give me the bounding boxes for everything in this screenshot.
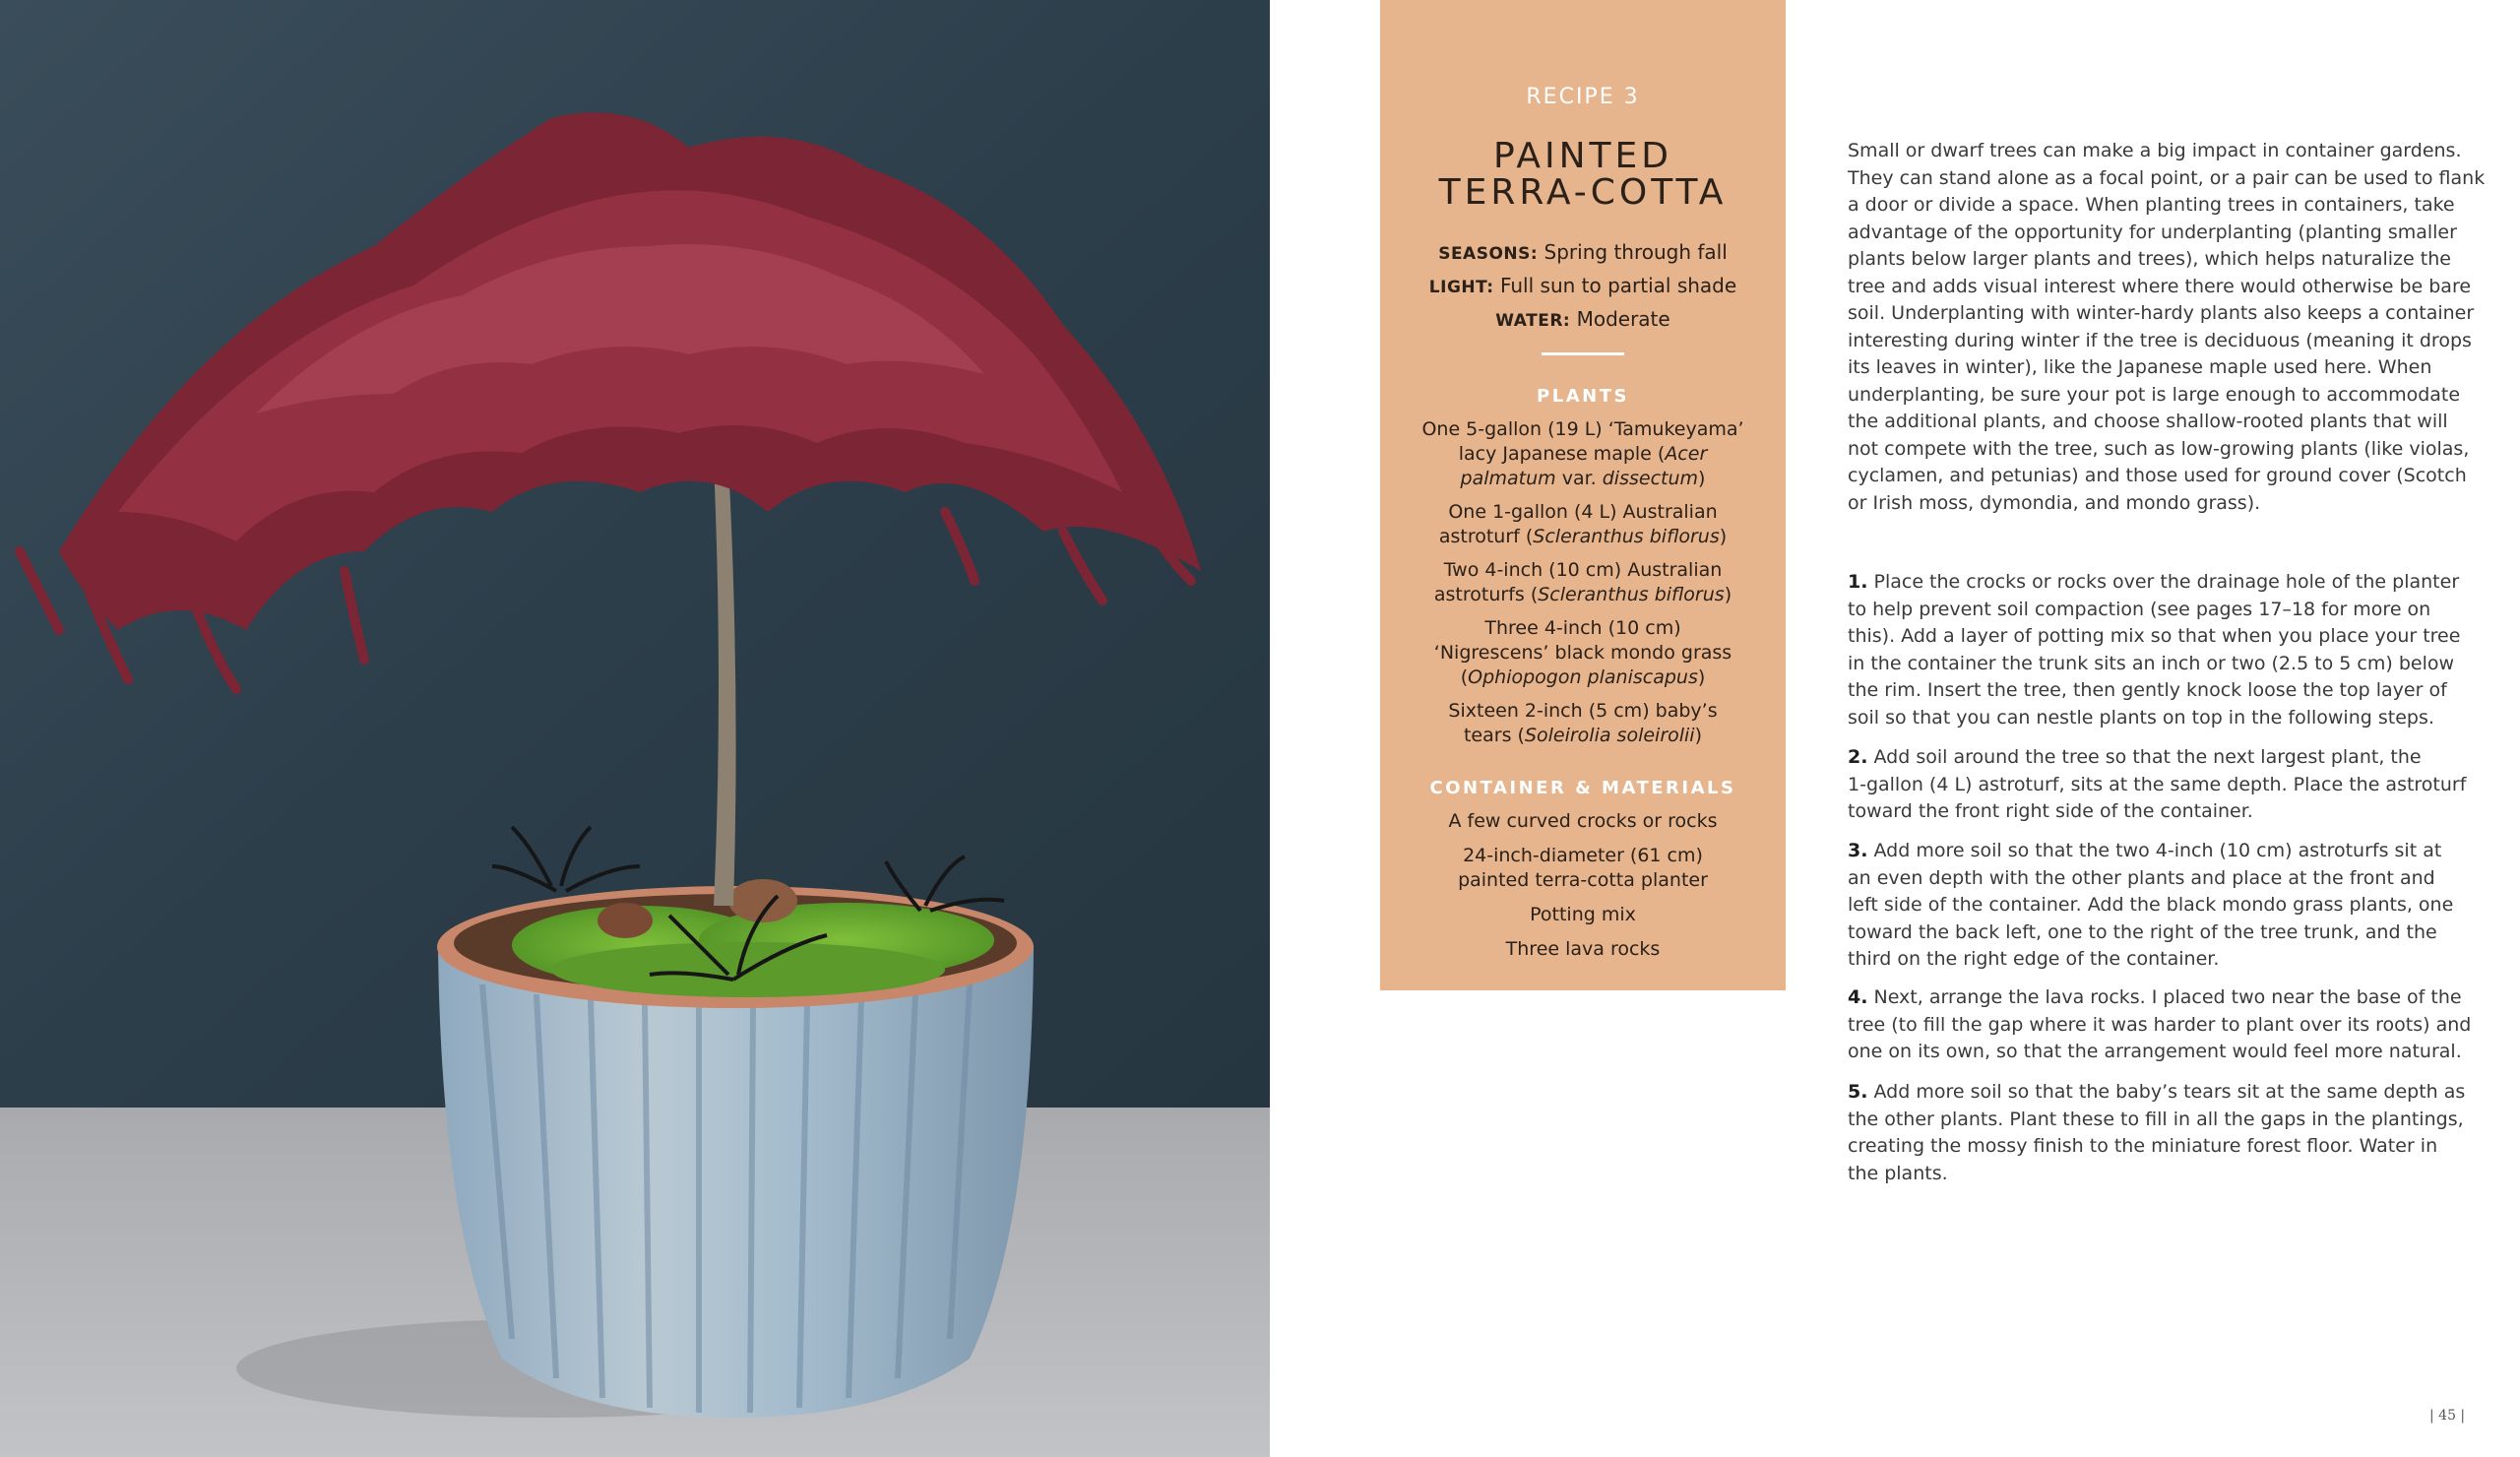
text-line: toward the back left, one to the right of the tree trunk, and the [1848, 920, 2437, 943]
text-line: 3. Add more soil so that the two 4-inch (10 cm) astroturfs sit at [1848, 840, 2442, 861]
text-line: to help prevent soil compaction (see pages 17–18 for more on [1848, 598, 2431, 620]
recipe-number: RECIPE 3 [1526, 85, 1640, 109]
text-line: the additional plants, and choose shallow-rooted plants that will [1848, 411, 2448, 432]
text-line: an even depth with the other plants and place at the front and [1848, 866, 2435, 889]
plant-line: Three 4-inch (10 cm) [1484, 617, 1681, 639]
intro-paragraph [1848, 138, 2486, 517]
material-item [1419, 937, 1746, 962]
step-number: 2. [1848, 746, 1868, 768]
text-line: a door or divide a space. When planting trees in containers, take [1848, 194, 2455, 216]
water-label: WATER: [1495, 311, 1571, 331]
material-item [1419, 844, 1746, 893]
step-1 [1848, 569, 2478, 731]
text-line: underplanting, be sure your pot is large enough to accommodate [1848, 383, 2461, 406]
text-line: creating the mossy finish to the miniature forest floor. Water in [1848, 1135, 2438, 1157]
seasons-value: Spring through fall [1538, 240, 1728, 264]
plants-heading: PLANTS [1537, 386, 1629, 407]
plant-item [1419, 699, 1746, 748]
recipe-card [1380, 0, 1786, 990]
text-line: toward the front right side of the container. [1848, 800, 2253, 822]
text-line: its leaves in winter), like the Japanese maple used here. When [1848, 356, 2432, 378]
plant-line: One 1-gallon (4 L) Australian [1448, 501, 1718, 523]
text-line: the other plants. Plant these to fill in all the gaps in the plantings, [1848, 1108, 2464, 1130]
materials-list [1419, 809, 1746, 962]
plant-line: Two 4-inch (10 cm) Australian [1443, 559, 1723, 581]
water-value: Moderate [1570, 307, 1670, 331]
plants-list [1419, 417, 1746, 748]
text-line: interesting during winter if the tree is deciduous (meaning it drops [1848, 329, 2472, 351]
page-number: | 45 | [2429, 1408, 2466, 1424]
recipe-title [1380, 138, 1786, 211]
text-line: tree and adds visual interest where there would otherwise be bare [1848, 275, 2472, 297]
light-label: LIGHT: [1428, 278, 1494, 297]
step-number: 5. [1848, 1081, 1868, 1103]
terra-cotta-planter [438, 945, 1034, 1418]
step-2 [1848, 744, 2478, 826]
material-line: A few curved crocks or rocks [1448, 810, 1718, 832]
text-line: 2. Add soil around the tree so that the next largest plant, the [1848, 746, 2422, 768]
text-line: not compete with the tree, such as low-growing plants (like violas, [1848, 437, 2470, 460]
text-line: cyclamen, and petunias) and those used for ground cover (Scotch [1848, 465, 2467, 486]
step-number: 4. [1848, 986, 1868, 1008]
plant-item [1419, 616, 1746, 690]
text-line: the rim. Insert the tree, then gently knock loose the top layer of [1848, 679, 2447, 701]
text-line: 5. Add more soil so that the baby’s tears sit at the same depth as [1848, 1081, 2466, 1103]
text-line: 1. Place the crocks or rocks over the drainage hole of the planter [1848, 571, 2460, 593]
plant-line: palmatum var. dissectum) [1460, 468, 1706, 489]
material-line: Potting mix [1530, 904, 1636, 925]
plant-line: Sixteen 2-inch (5 cm) baby’s [1448, 700, 1718, 722]
material-line: Three lava rocks [1505, 938, 1661, 960]
light-value: Full sun to partial shade [1493, 274, 1737, 297]
plant-line: astroturfs (Scleranthus biflorus) [1433, 584, 1732, 605]
material-item [1419, 809, 1746, 834]
plant-line: astroturf (Scleranthus biflorus) [1438, 526, 1728, 547]
plant-item [1419, 500, 1746, 549]
material-line: 24-inch-diameter (61 cm) [1463, 845, 1703, 866]
text-line: or Irish moss, dymondia, and mondo grass). [1848, 491, 2261, 514]
step-3 [1848, 838, 2478, 974]
text-line: in the container the trunk sits an inch or two (2.5 to 5 cm) below [1848, 652, 2455, 674]
text-line: advantage of the opportunity for underplanting (planting smaller [1848, 221, 2457, 243]
text-line: plants below larger plants and trees), which helps naturalize the [1848, 248, 2451, 270]
title-line: TERRA-COTTA [1438, 172, 1728, 213]
text-line: 4. Next, arrange the lava rocks. I placed two near the base of the [1848, 986, 2462, 1008]
plant-line: ‘Nigrescens’ black mondo grass [1433, 642, 1732, 664]
water-line [1380, 303, 1786, 337]
text-line: this). Add a layer of potting mix so that when you place your tree [1848, 625, 2461, 647]
plant-line: One 5-gallon (19 L) ‘Tamukeyama’ [1421, 418, 1744, 440]
text-line: one on its own, so that the arrangement would feel more natural. [1848, 1041, 2462, 1062]
growing-conditions [1380, 236, 1786, 337]
text-line: soil so that you can nestle plants on top in the following steps. [1848, 706, 2434, 728]
plant-line: (Ophiopogon planiscapus) [1460, 666, 1706, 688]
container-materials-heading: CONTAINER & MATERIALS [1429, 778, 1736, 798]
plant-item [1419, 558, 1746, 607]
step-number: 3. [1848, 840, 1868, 861]
divider [1542, 352, 1624, 355]
step-5 [1848, 1079, 2478, 1187]
plant-line: lacy Japanese maple (Acer [1458, 443, 1708, 465]
title-line: PAINTED [1492, 136, 1673, 176]
text-line: tree (to fill the gap where it was harder to plant over its roots) and [1848, 1013, 2472, 1036]
plant-line: tears (Soleirolia soleirolii) [1463, 725, 1703, 746]
text-line: soil. Underplanting with winter-hardy plants also keeps a container [1848, 302, 2475, 324]
text-line: Small or dwarf trees can make a big impact in container gardens. [1848, 140, 2462, 161]
text-line: They can stand alone as a focal point, or a pair can be used to flank [1848, 166, 2486, 189]
plant-item [1419, 417, 1746, 491]
material-item [1419, 903, 1746, 927]
step-4 [1848, 984, 2478, 1066]
seasons-label: SEASONS: [1438, 244, 1539, 264]
text-line: left side of the container. Add the black mondo grass plants, one [1848, 894, 2454, 916]
material-line: painted terra-cotta planter [1458, 869, 1708, 891]
text-line: 1-gallon (4 L) astroturf, sits at the same depth. Place the astroturf [1848, 773, 2467, 795]
text-line: third on the right edge of the container. [1848, 948, 2220, 970]
text-line: the plants. [1848, 1162, 1948, 1184]
seasons-line [1380, 236, 1786, 270]
step-number: 1. [1848, 571, 1868, 593]
light-line [1380, 270, 1786, 303]
